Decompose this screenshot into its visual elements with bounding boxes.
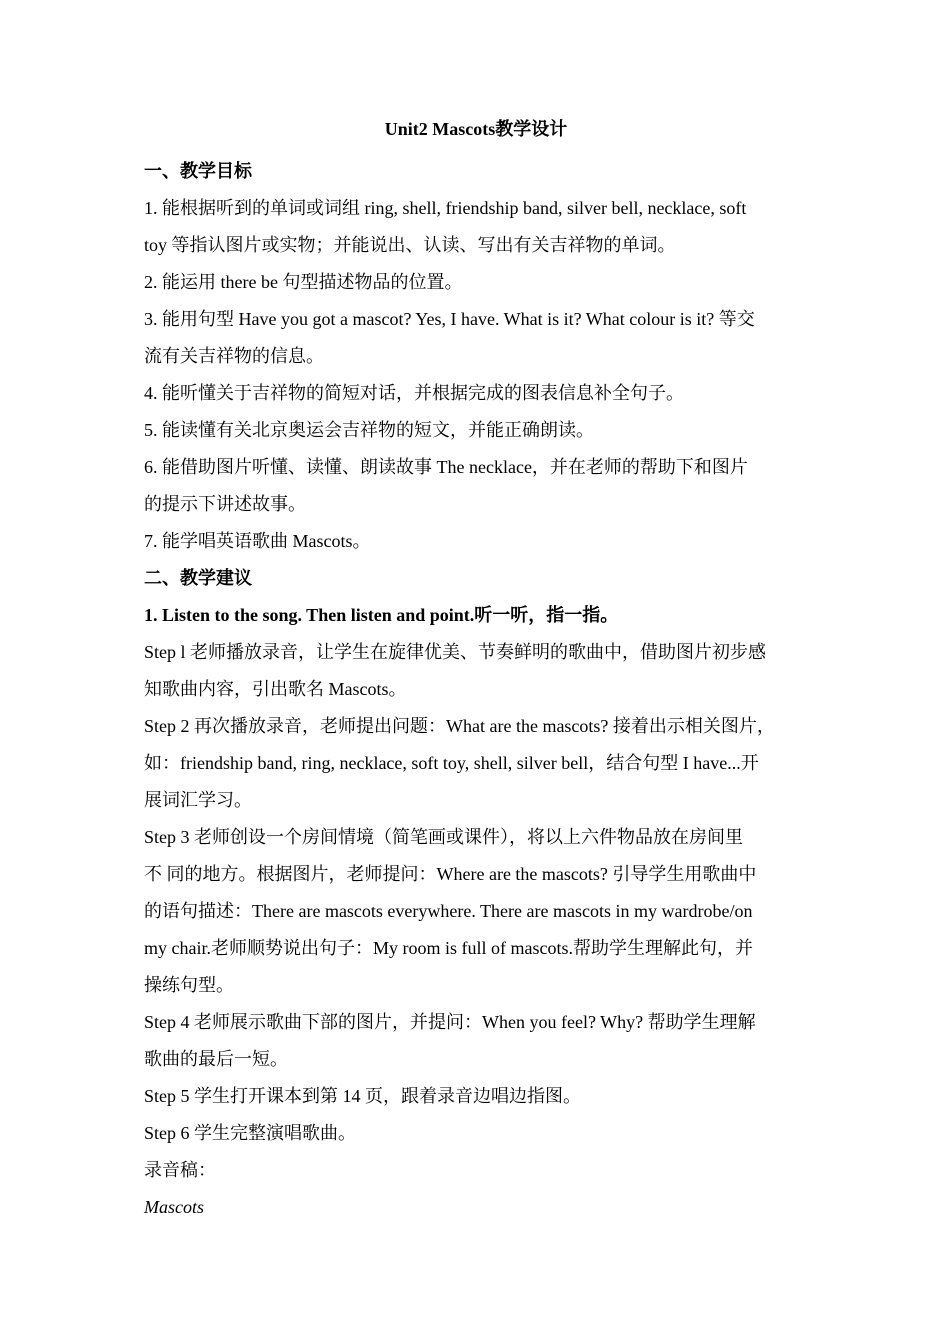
- step-line: Step 3 老师创设一个房间情境（简笔画或课件），将以上六件物品放在房间里: [144, 827, 743, 847]
- objective-line: 3. 能用句型 Have you got a mascot? Yes, I have. What is it? What colour is it? 等交: [144, 309, 755, 329]
- step-line: Step l 老师播放录音，让学生在旋律优美、节奏鲜明的歌曲中，借助图片初步感: [144, 642, 766, 662]
- activity-subheading: 1. Listen to the song. Then listen and point.听一听，指一指。: [144, 605, 619, 625]
- step-line: 歌曲的最后一短。: [144, 1049, 288, 1069]
- step-line: 如：friendship band, ring, necklace, soft toy, shell, silver bell，结合句型 I have...开: [144, 753, 759, 773]
- transcript-label: 录音稿：: [144, 1160, 216, 1180]
- objective-line: 5. 能读懂有关北京奥运会吉祥物的短文，并能正确朗读。: [144, 420, 594, 440]
- document-body: [144, 116, 808, 1226]
- objective-line: 流有关吉祥物的信息。: [144, 346, 324, 366]
- step-line: 知歌曲内容，引出歌名 Mascots。: [144, 679, 407, 699]
- document-title: Unit2 Mascots教学设计: [384, 119, 568, 139]
- objective-line: 2. 能运用 there be 句型描述物品的位置。: [144, 272, 463, 292]
- section-heading-suggestions: 二、教学建议: [144, 568, 252, 588]
- objective-line: toy 等指认图片或实物；并能说出、认读、写出有关吉祥物的单词。: [144, 235, 676, 255]
- objective-line: 4. 能听懂关于吉祥物的简短对话，并根据完成的图表信息补全句子。: [144, 383, 684, 403]
- objective-line: 7. 能学唱英语歌曲 Mascots。: [144, 531, 371, 551]
- step-line: Step 2 再次播放录音，老师提出问题：What are the mascots? 接着出示相关图片，: [144, 716, 775, 736]
- step-line: Step 6 学生完整演唱歌曲。: [144, 1123, 357, 1143]
- objective-line: 6. 能借助图片听懂、读懂、朗读故事 The necklace，并在老师的帮助下和图片: [144, 457, 748, 477]
- objective-line: 的提示下讲述故事。: [144, 494, 306, 514]
- step-line: 不 同的地方。根据图片，老师提问：Where are the mascots? 引导学生用歌曲中: [144, 864, 757, 884]
- step-line: Step 4 老师展示歌曲下部的图片，并提问：When you feel? Why? 帮助学生理解: [144, 1012, 756, 1032]
- objectives-list: [144, 190, 808, 560]
- step-line: 的语句描述：There are mascots everywhere. There are mascots in my wardrobe/on: [144, 901, 753, 921]
- section-heading-objectives: 一、教学目标: [144, 161, 252, 181]
- song-title: Mascots: [144, 1197, 204, 1217]
- step-line: 操练句型。: [144, 975, 234, 995]
- step-line: my chair.老师顺势说出句子：My room is full of mascots.帮助学生理解此句，并: [144, 938, 753, 958]
- steps-list: [144, 634, 808, 1189]
- step-line: 展词汇学习。: [144, 790, 252, 810]
- step-line: Step 5 学生打开课本到第 14 页，跟着录音边唱边指图。: [144, 1086, 581, 1106]
- objective-line: 1. 能根据听到的单词或词组 ring, shell, friendship band, silver bell, necklace, soft: [144, 198, 747, 218]
